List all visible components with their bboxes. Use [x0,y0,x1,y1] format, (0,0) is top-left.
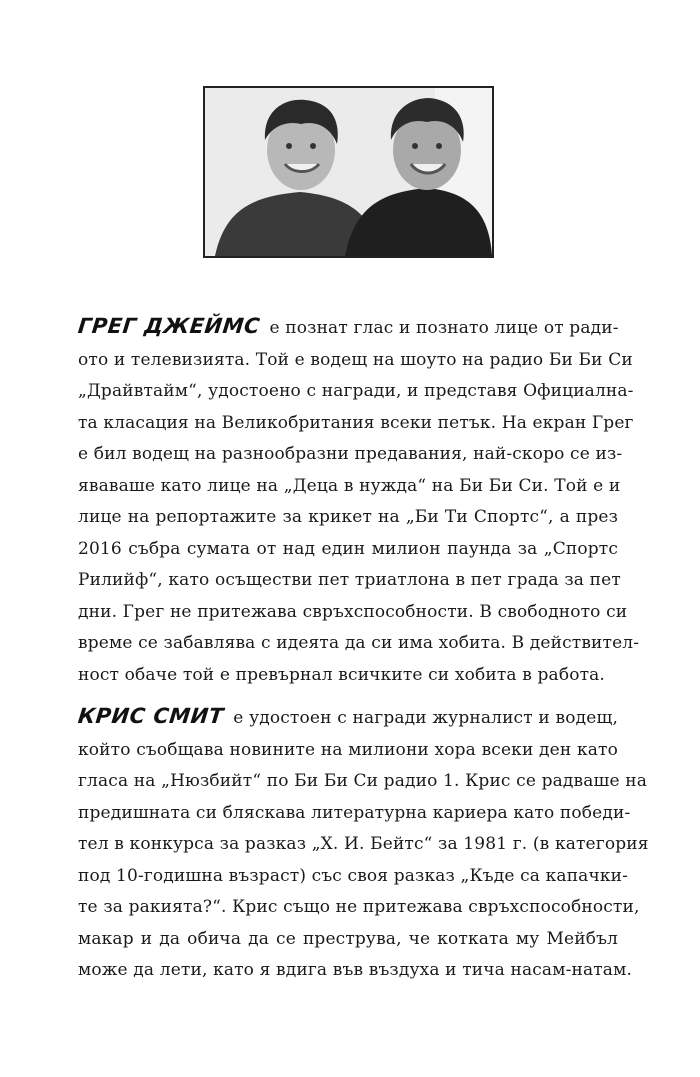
bio-line: „Драйвтайм“, удостоено с награди, и представя Официална- [78,381,634,401]
bio-chris-smith [76,701,649,987]
bio-line: предишната си бляскава литературна кариера като победи- [78,802,631,823]
bio-line: гласа на „Нюзбийт“ по Би Би Си радио 1. Крис се радваше на [78,771,648,791]
bio-line: дни. Грег не притежава свръхспособности. В свободното си [78,601,628,622]
bio-line: ГРЕГ ДЖЕЙМС е познат глас и познато лице от ради- [78,311,618,345]
bio-line: който съобщава новините на милиони хора всеки ден като [78,739,618,760]
bio-line: 2016 събра сумата от над един милион паунда за „Спортс [78,538,618,559]
bio-line: е бил водещ на разнообразни предавания, най-скоро се из- [78,444,623,464]
bio-line: тел в конкурса за разказ „Х. И. Бейтс“ за 1981 г. (в категория [78,834,649,854]
bio-line: под 10-годишна възраст) със своя разказ „Къде са капачки- [78,865,628,886]
bio-line: та класация на Великобритания всеки петък. На екран Грег [78,412,634,433]
author-photo [203,86,494,258]
bio-line: макар и да обича да се преструва, че котката му Мейбъл [78,928,618,949]
bio-line: ото и телевизията. Той е водещ на шоуто на радио Би Би Си [78,349,633,370]
bio-line: те за ракията?“. Крис също не притежава свръхспособности, [78,897,640,917]
bio-greg-james [76,311,640,691]
bio-line: яваваше като лице на „Деца в нужда“ на Би Би Си. Той е и [78,475,621,496]
bio-line: може да лети, като я вдига във въздуха и тича насам-натам. [78,960,633,980]
author-photo-icon [205,88,492,256]
bio-line: КРИС СМИТ е удостоен с награди журналист и водещ, [78,701,618,735]
bio-line: Рилийф“, като осъществи пет триатлона в пет града за пет [78,570,621,590]
bio-line: време се забавлява с идеята да си има хобита. В действител- [78,633,640,653]
bio-line: ност обаче той е превърнал всичките си хобита в работа. [78,664,605,685]
author-name-greg: ГРЕГ ДЖЕЙМС [76,314,262,338]
bio-line: лице на репортажите за крикет на „Би Ти Спортс“, а през [78,507,618,527]
author-name-chris: КРИС СМИТ [76,704,225,728]
